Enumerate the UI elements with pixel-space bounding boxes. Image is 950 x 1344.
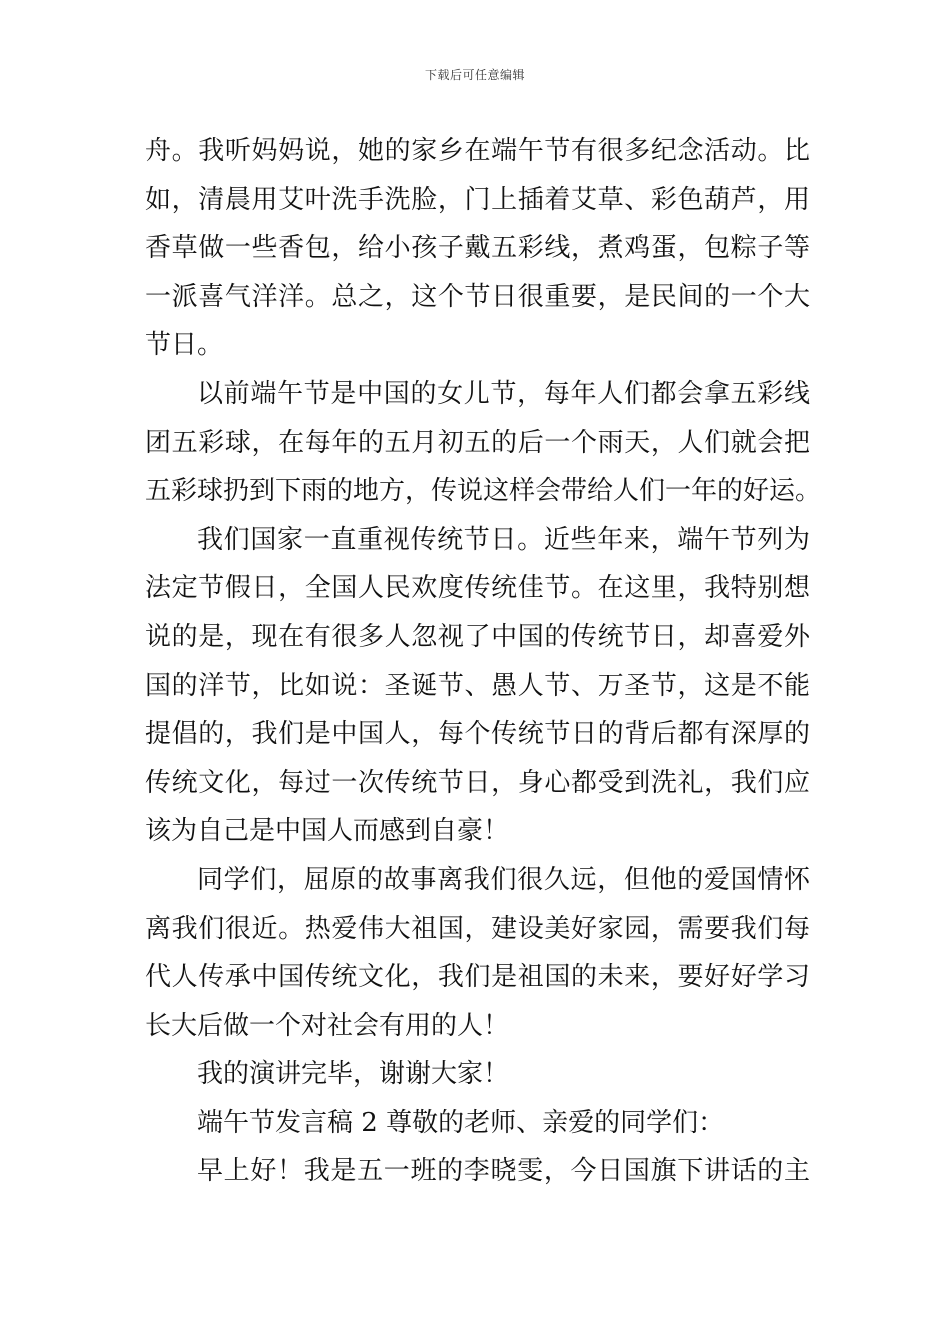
text-line: 离我们很近。热爱伟大祖国，建设美好家园，需要我们每 [145, 913, 810, 944]
text-line: 提倡的，我们是中国人，每个传统节日的背后都有深厚的 [145, 719, 810, 750]
text-line: 五彩球扔到下雨的地方，传说这样会带给人们一年的好运。 [145, 476, 822, 507]
text-line: 以前端午节是中国的女儿节，每年人们都会拿五彩线 [197, 378, 810, 409]
text-line: 一派喜气洋洋。总之，这个节日很重要，是民间的一个大 [145, 281, 810, 312]
page-header: 下载后可任意编辑 [424, 68, 525, 82]
text-line: 如，清晨用艾叶洗手洗脸，门上插着艾草、彩色葫芦，用 [145, 184, 810, 215]
text-line: 法定节假日，全国人民欢度传统佳节。在这里，我特别想 [145, 573, 810, 604]
text-line: 早上好！我是五一班的李晓雯，今日国旗下讲话的主 [197, 1156, 810, 1187]
text-line: 传统文化，每过一次传统节日，身心都受到洗礼，我们应 [145, 767, 810, 798]
text-line: 长大后做一个对社会有用的人！ [145, 1010, 510, 1041]
text-line: 代人传承中国传统文化，我们是祖国的未来，要好好学习 [145, 962, 810, 993]
text-line: 香草做一些香包，给小孩子戴五彩线，煮鸡蛋，包粽子等 [145, 233, 810, 264]
text-line: 国的洋节，比如说：圣诞节、愚人节、万圣节，这是不能 [145, 670, 810, 701]
text-line: 端午节发言稿 2 尊敬的老师、亲爱的同学们： [197, 1107, 725, 1138]
text-line: 团五彩球，在每年的五月初五的后一个雨天，人们就会把 [145, 427, 810, 458]
text-line: 舟。我听妈妈说，她的家乡在端午节有很多纪念活动。比 [145, 136, 810, 166]
text-line: 我们国家一直重视传统节日。近些年来，端午节列为 [197, 524, 810, 555]
text-line: 同学们，屈原的故事离我们很久远，但他的爱国情怀 [197, 864, 810, 895]
text-line: 说的是，现在有很多人忽视了中国的传统节日，却喜爱外 [145, 621, 810, 652]
text-line: 我的演讲完毕，谢谢大家！ [197, 1059, 510, 1090]
text-line: 该为自己是中国人而感到自豪！ [145, 816, 510, 847]
document-body [145, 127, 822, 1196]
text-line: 节日。 [145, 330, 224, 361]
